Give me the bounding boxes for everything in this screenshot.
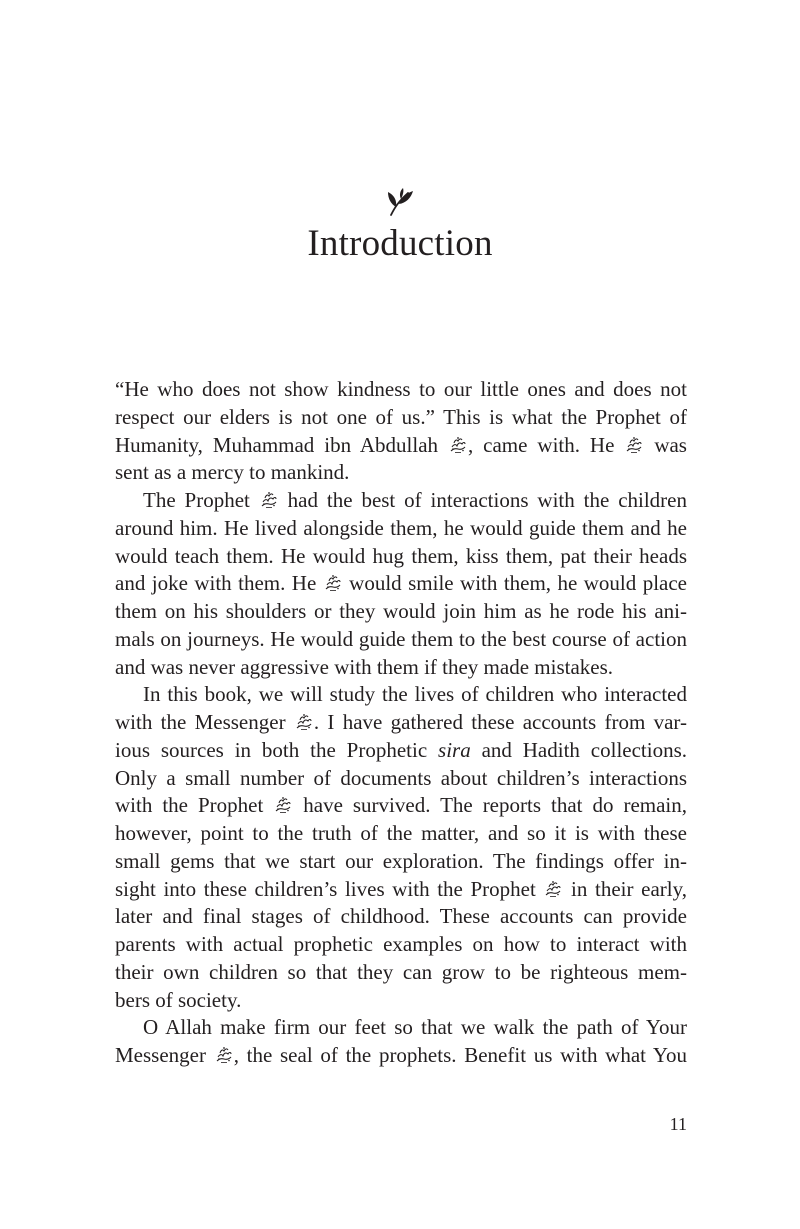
text-segment: parents with actual prophetic examples on how to interact with bbox=[115, 932, 687, 956]
text-line bbox=[115, 459, 687, 487]
text-line bbox=[115, 931, 687, 959]
text-line bbox=[115, 848, 687, 876]
text-segment: would teach them. He would hug them, kiss them, pat their heads bbox=[115, 543, 687, 568]
text-segment: O Allah make firm our feet so that we walk the path of Your bbox=[143, 1015, 687, 1040]
text-segment: mals on journeys. He would guide them to the best course of action bbox=[115, 626, 687, 651]
leaf-sprig-icon bbox=[386, 187, 414, 217]
text-segment: “He who does not show kindness to our little ones and does not bbox=[115, 377, 687, 401]
text-segment: respect our elders is not one of us.” This is what the Prophet of bbox=[115, 404, 687, 429]
text-line bbox=[115, 570, 687, 598]
text-segment: and Hadith collections. bbox=[470, 737, 688, 762]
text-segment: Humanity, Muhammad ibn Abdullah bbox=[115, 432, 448, 457]
text-line bbox=[115, 432, 687, 460]
text-segment: sight into these children’s lives with the Prophet bbox=[115, 876, 544, 901]
text-segment: and was never aggressive with them if they made mistakes. bbox=[115, 654, 614, 679]
text-segment: around him. He lived alongside them, he would guide them and he bbox=[115, 515, 687, 540]
text-segment: The Prophet bbox=[143, 488, 259, 512]
text-line bbox=[115, 404, 687, 432]
text-line bbox=[115, 903, 687, 931]
text-segment: and joke with them. He bbox=[115, 571, 323, 596]
text-segment: with the Messenger bbox=[115, 710, 294, 734]
text-line bbox=[115, 792, 687, 820]
honorific-calligraphy-icon bbox=[625, 436, 643, 454]
text-segment: sent as a mercy to mankind. bbox=[115, 460, 350, 485]
text-line bbox=[115, 1014, 687, 1042]
text-line bbox=[115, 487, 687, 515]
text-segment: . I have gathered these accounts from var- bbox=[313, 710, 687, 734]
text-line bbox=[115, 543, 687, 571]
text-segment: , the seal of the prophets. Benefit us with what You bbox=[233, 1043, 687, 1067]
text-segment: In this book, we will study the lives of children who interacted bbox=[143, 682, 687, 707]
honorific-calligraphy-icon bbox=[215, 1046, 233, 1064]
text-line bbox=[115, 820, 687, 848]
text-line bbox=[115, 654, 687, 682]
text-segment: Only a small number of documents about children’s interactions bbox=[115, 765, 687, 790]
text-segment: however, point to the truth of the matter, and so it is with these bbox=[115, 821, 687, 845]
honorific-calligraphy-icon bbox=[449, 436, 467, 454]
text-line bbox=[115, 709, 687, 737]
honorific-calligraphy-icon bbox=[274, 796, 292, 814]
text-segment: bers of society. bbox=[115, 987, 242, 1012]
text-segment: ious sources in both the Prophetic bbox=[115, 737, 439, 762]
text-segment: their own children so that they can grow to be righteous mem- bbox=[115, 959, 687, 984]
text-segment: in their early, bbox=[563, 876, 687, 901]
body-text bbox=[115, 376, 687, 1070]
text-segment: later and final stages of childhood. These accounts can provide bbox=[115, 904, 687, 929]
text-segment: have survived. The reports that do remain, bbox=[293, 793, 687, 818]
honorific-calligraphy-icon bbox=[324, 574, 342, 592]
text-line bbox=[115, 1042, 687, 1070]
text-segment: would smile with them, he would place bbox=[342, 571, 687, 596]
text-segment: with the Prophet bbox=[115, 793, 274, 818]
honorific-calligraphy-icon bbox=[295, 713, 313, 731]
text-line bbox=[115, 626, 687, 654]
text-line bbox=[115, 681, 687, 709]
text-line bbox=[115, 598, 687, 626]
chapter-title: Introduction bbox=[307, 223, 493, 264]
text-line bbox=[115, 959, 687, 987]
text-segment: Messenger bbox=[115, 1043, 214, 1067]
honorific-calligraphy-icon bbox=[544, 880, 562, 898]
text-line bbox=[115, 987, 687, 1015]
honorific-calligraphy-icon bbox=[260, 491, 278, 509]
text-segment: , came with. He bbox=[467, 432, 625, 457]
text-segment: them on his shoulders or they would join him as he rode his ani- bbox=[115, 599, 687, 623]
text-line bbox=[115, 765, 687, 793]
italic-term: sira bbox=[438, 737, 471, 762]
text-segment: was bbox=[644, 432, 687, 457]
text-line bbox=[115, 876, 687, 904]
text-line bbox=[115, 737, 687, 765]
text-line bbox=[115, 515, 687, 543]
text-segment: had the best of interactions with the children bbox=[278, 488, 687, 512]
text-line bbox=[115, 376, 687, 404]
text-segment: small gems that we start our exploration. The findings offer in- bbox=[115, 848, 687, 873]
page-number: 11 bbox=[669, 1114, 687, 1134]
